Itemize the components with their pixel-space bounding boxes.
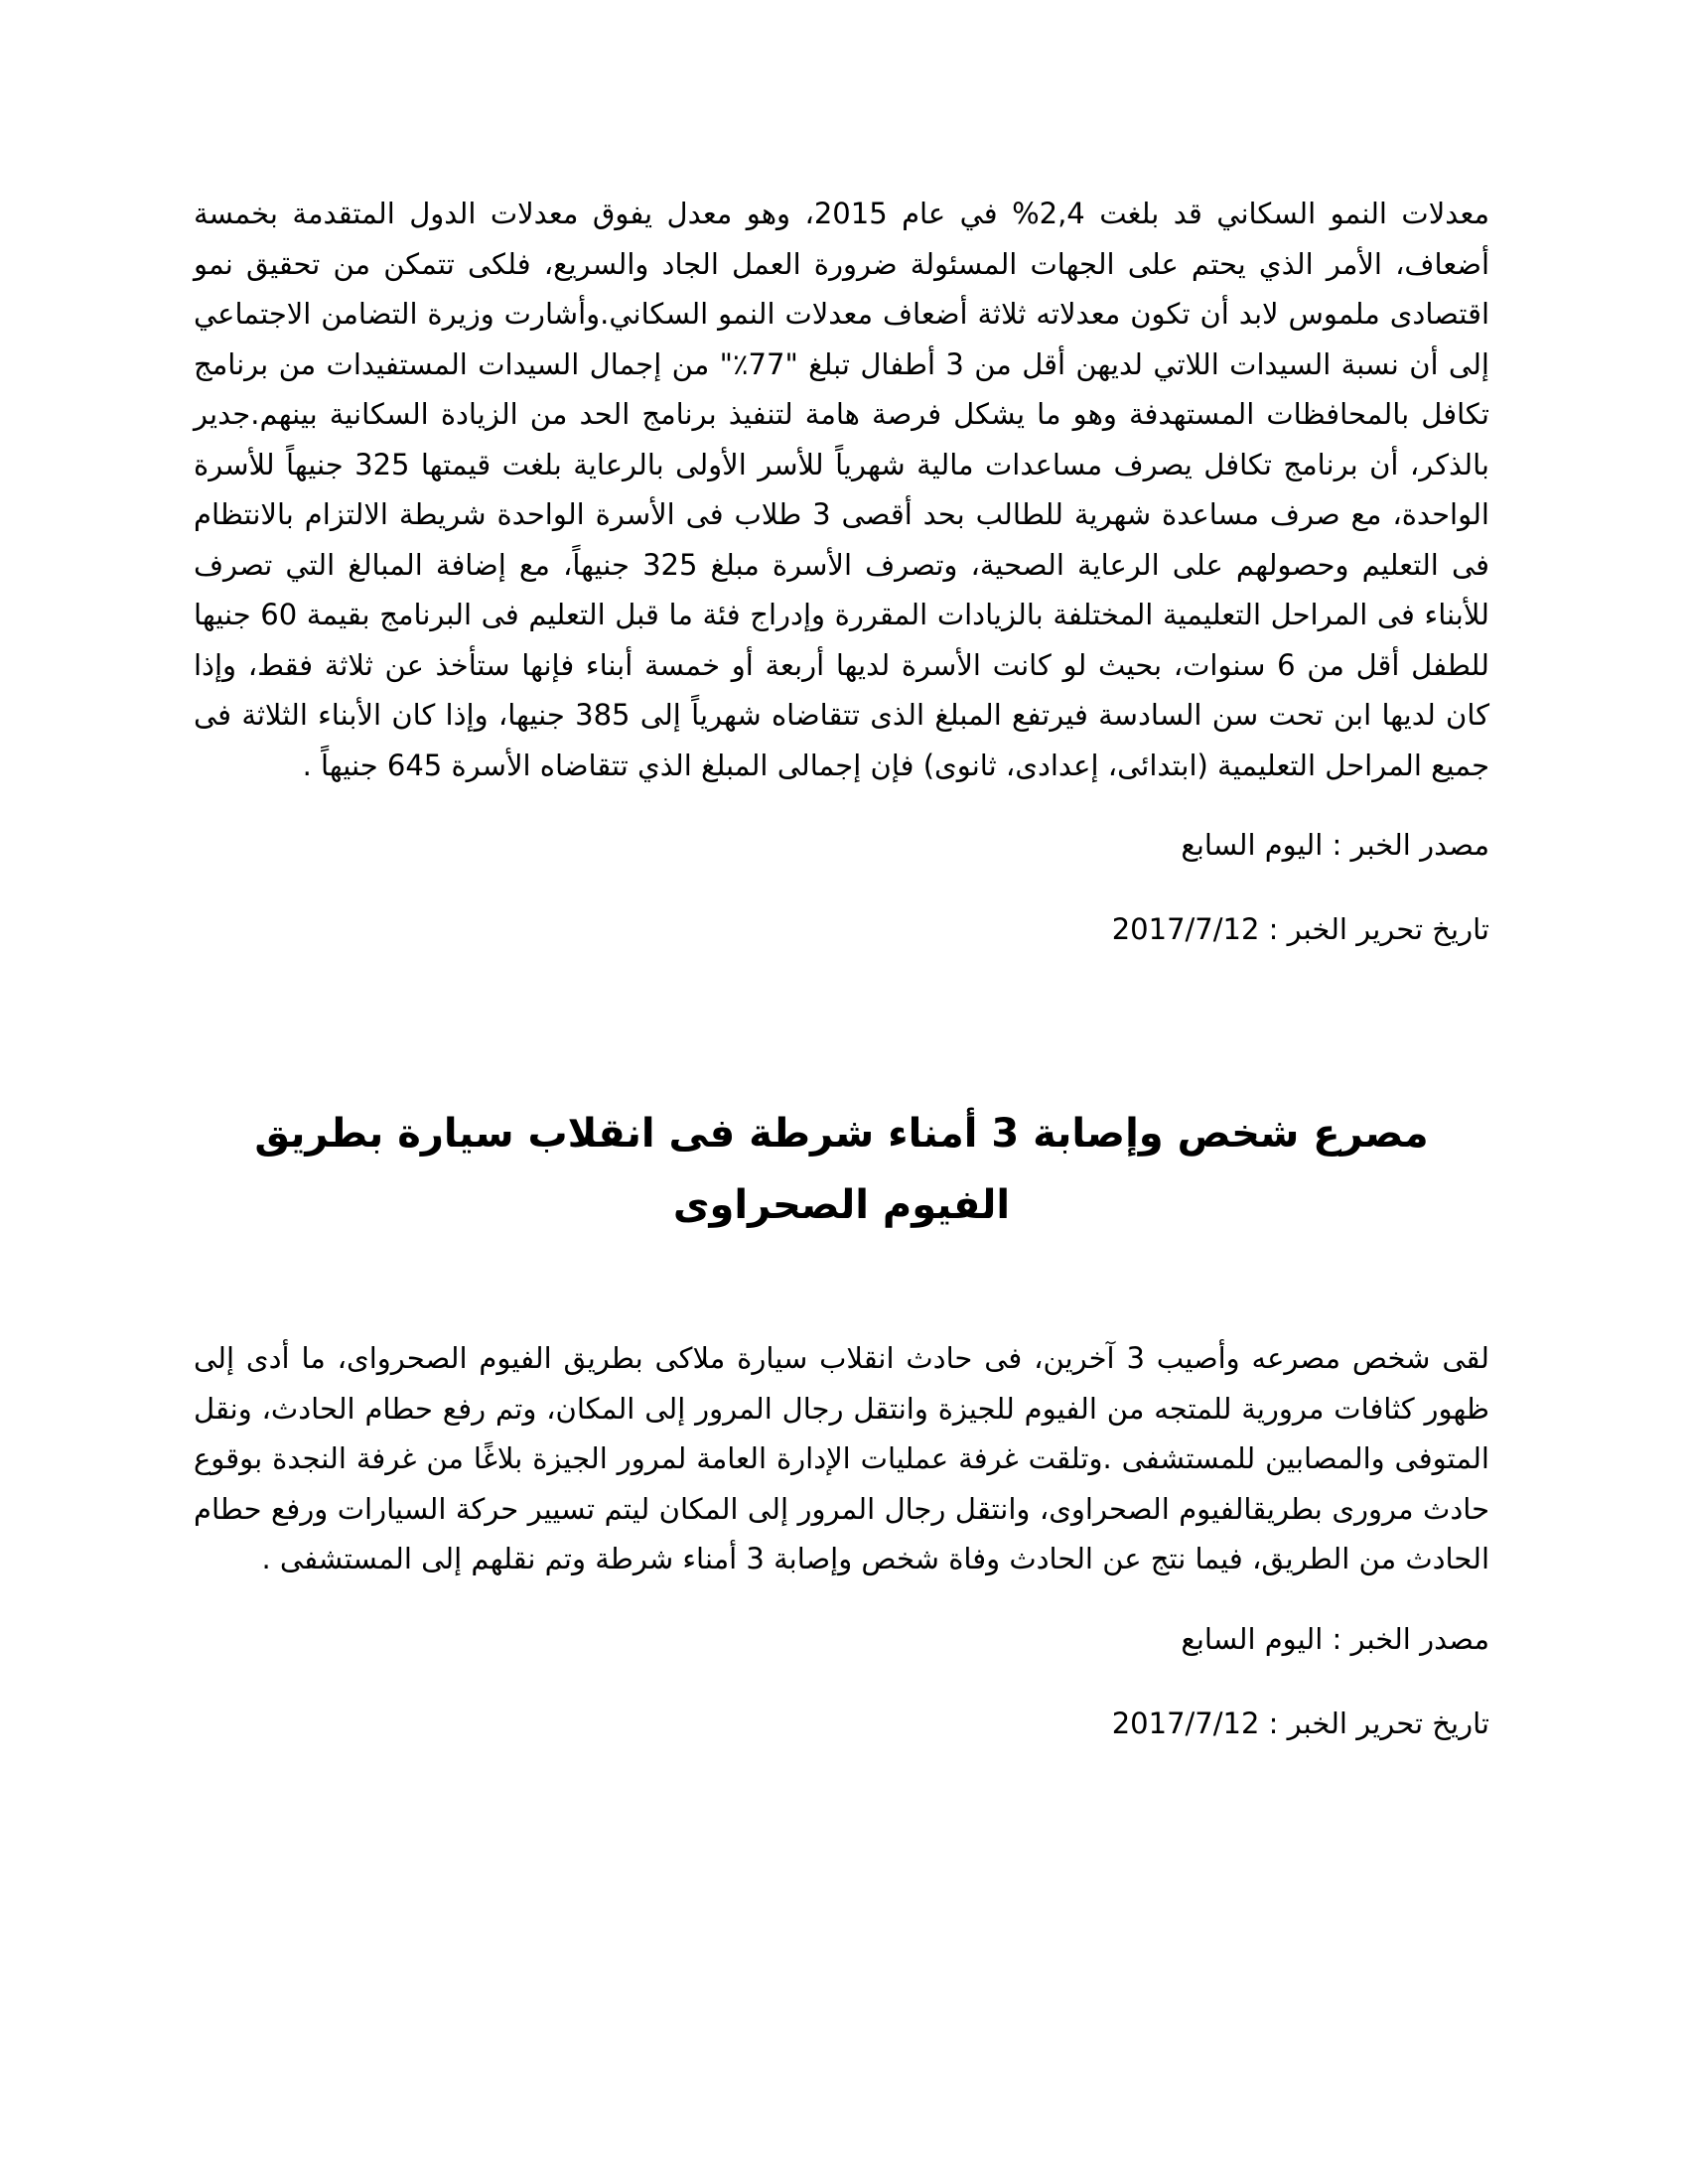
article-2-headline: مصرع شخص وإصابة 3 أمناء شرطة فى انقلاب سيارة بطريق الفيوم الصحراوى: [254, 1111, 1429, 1228]
article-2-date: تاريخ تحرير الخبر : 2017/7/12: [1111, 1706, 1489, 1740]
article-1-source: مصدر الخبر : اليوم السابع: [1181, 828, 1489, 862]
article-1-body: معدلات النمو السكاني قد بلغت 2,4% في عام 2015، وهو معدل يفوق معدلات الدول المتقدمة بخمسة أضعاف، الأمر الذي يحتم على الجهات المسئولة ضرورة العمل الجاد والسريع، فلكى تتمكن من تحقيق نمو اقتصادى ملموس لابد أن تكون معدلاته ثلاثة أضعاف معدلات النمو السكاني.وأشارت وزيرة التضامن الاجتماعي إلى أن نسبة السيدات اللاتي لديهن أقل من 3 أطفال تبلغ "77٪" من إجمال السيدات المستفيدات من برنامج تكافل بالمحافظات المستهدفة وهو ما يشكل فرصة هامة لتنفيذ برنامج الحد من الزيادة السكانية بينهم.جدير بالذكر، أن برنامج تكافل يصرف مساعدات مالية شهرياً للأسر الأولى بالرعاية بلغت قيمتها 325 جنيهاً للأسرة الواحدة، مع صرف مساعدة شهرية للطالب بحد أقصى 3 طلاب فى الأسرة الواحدة شريطة الالتزام بالانتظام فى التعليم وحصولهم على الرعاية الصحية، وتصرف الأسرة مبلغ 325 جنيهاً، مع إضافة المبالغ التي تصرف للأبناء فى المراحل التعليمية المختلفة بالزيادات المقررة وإدراج فئة ما قبل التعليم فى البرنامج بقيمة 60 جنيها للطفل أقل من 6 سنوات، بحيث لو كانت الأسرة لديها أربعة أو خمسة أبناء فإنها ستأخذ عن ثلاثة فقط، وإذا كان لديها ابن تحت سن السادسة فيرتفع المبلغ الذى تتقاضاه شهرياً إلى 385 جنيها، وإذا كان الأبناء الثلاثة فى جميع المراحل التعليمية (ابتدائى، إعدادى، ثانوى) فإن إجمالى المبلغ الذي تتقاضاه الأسرة 645 جنيهاً .: [194, 197, 1490, 782]
article-2-source: مصدر الخبر : اليوم السابع: [1181, 1621, 1489, 1656]
document-page: [194, 189, 1489, 1743]
article-2-body: لقى شخص مصرعه وأصيب 3 آخرين، فى حادث انقلاب سيارة ملاكى بطريق الفيوم الصحرواى، ما أدى إلى ظهور كثافات مرورية للمتجه من الفيوم للجيزة وانتقل رجال المرور إلى المكان، وتم رفع حطام الحادث، ونقل المتوفى والمصابين للمستشفى .وتلقت غرفة عمليات الإدارة العامة لمرور الجيزة بلاغًا من غرفة النجدة بوقوع حادث مرورى بطريقالفيوم الصحراوى، وانتقل رجال المرور إلى المكان ليتم تسيير حركة السيارات ورفع حطام الحادث من الطريق، فيما نتج عن الحادث وفاة شخص وإصابة 3 أمناء شرطة وتم نقلهم إلى المستشفى .: [194, 1341, 1490, 1575]
article-1: [194, 189, 1489, 949]
article-2: [194, 1098, 1489, 1743]
article-1-date: تاريخ تحرير الخبر : 2017/7/12: [1111, 912, 1489, 946]
